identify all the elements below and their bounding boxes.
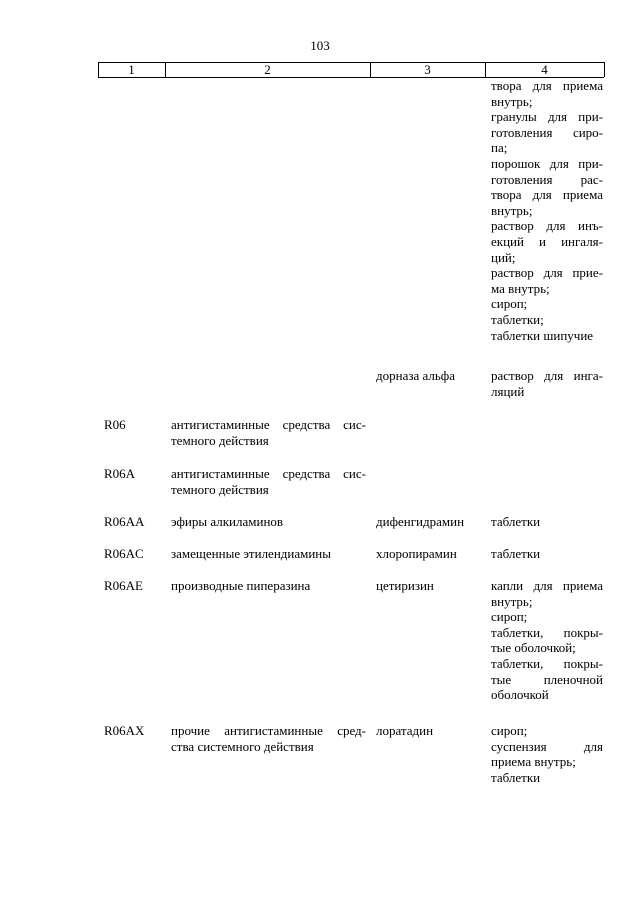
form-line: внутрь; — [491, 202, 533, 218]
group-line: ства системного действия — [171, 738, 314, 754]
form-line: внутрь; — [491, 593, 533, 609]
form-line: оболочкой — [491, 687, 549, 703]
form-line: екций и ингаля- — [491, 233, 603, 249]
page-number: 103 — [310, 38, 330, 53]
form-line: таблетки шипучие — [491, 327, 594, 343]
table-row-code: R06AE — [104, 578, 143, 593]
table-row-forms — [491, 368, 603, 399]
table-row-group — [171, 723, 366, 754]
column-header-4: 4 — [541, 62, 548, 77]
form-line: готовления сиро- — [491, 124, 603, 140]
table-row-group — [171, 417, 366, 448]
header-divider — [604, 62, 605, 77]
form-line: твора для приема — [491, 187, 603, 203]
group-line: антигистаминные средства сис- — [171, 466, 366, 481]
form-line: таблетки — [491, 514, 541, 529]
table-row-forms — [491, 578, 603, 703]
table-row-code: R06AX — [104, 723, 145, 738]
table-row-substance: цетиризин — [376, 578, 434, 593]
form-line: таблетки; — [491, 311, 544, 327]
continuation-forms — [491, 78, 603, 343]
form-line: суспензия для — [491, 738, 603, 754]
form-line: внутрь; — [491, 93, 533, 109]
group-line: производные пиперазина — [171, 578, 311, 593]
group-line: замещенные этилендиамины — [171, 546, 331, 561]
form-line: сироп; — [491, 723, 528, 738]
table-row-forms — [491, 546, 603, 562]
form-line: ляций — [491, 383, 525, 399]
form-line: таблетки, покры- — [491, 655, 603, 671]
table-row-code: R06A — [104, 466, 136, 481]
column-header-1: 1 — [128, 62, 135, 77]
form-line: капли для приема — [491, 578, 603, 593]
table-row-code: R06AA — [104, 514, 145, 529]
table-row-group — [171, 546, 366, 562]
table-row-substance: дифенгидрамин — [376, 514, 465, 529]
form-line: твора для приема — [491, 78, 603, 93]
table-row-substance: лоратадин — [376, 723, 434, 738]
table-row-substance: хлоропирамин — [376, 546, 457, 561]
form-line: порошок для при- — [491, 155, 603, 171]
group-line: эфиры алкиламинов — [171, 514, 284, 529]
group-line: темного действия — [171, 432, 269, 448]
column-header-2: 2 — [264, 62, 271, 77]
form-line: готовления рас- — [491, 171, 603, 187]
column-header-3: 3 — [424, 62, 431, 77]
form-line: таблетки — [491, 769, 541, 785]
form-line: таблетки, покры- — [491, 624, 603, 640]
form-line: тые оболочкой; — [491, 640, 576, 656]
form-line: сироп; — [491, 296, 528, 312]
table-row-group — [171, 514, 366, 530]
table-row-code: R06 — [104, 417, 126, 432]
group-line: антигистаминные средства сис- — [171, 417, 366, 432]
form-line: раствор для инъ- — [491, 218, 603, 234]
form-line: па; — [491, 140, 508, 156]
form-line: ма внутрь; — [491, 280, 550, 296]
group-line: прочие антигистаминные сред- — [171, 723, 366, 738]
group-line: темного действия — [171, 481, 269, 497]
table-row-substance: дорназа альфа — [376, 368, 455, 383]
form-line: таблетки — [491, 546, 541, 561]
table-row-group — [171, 466, 366, 497]
form-line: тые пленочной — [491, 671, 603, 687]
form-line: раствор для прие- — [491, 265, 603, 281]
form-line: раствор для инга- — [491, 368, 603, 383]
table-row-code: R06AC — [104, 546, 144, 561]
table-row-forms — [491, 514, 603, 530]
table-row-forms — [491, 723, 603, 785]
form-line: ций; — [491, 249, 516, 265]
form-line: приема внутрь; — [491, 754, 576, 770]
table-row-group — [171, 578, 366, 594]
form-line: гранулы для при- — [491, 109, 603, 125]
form-line: сироп; — [491, 609, 528, 625]
